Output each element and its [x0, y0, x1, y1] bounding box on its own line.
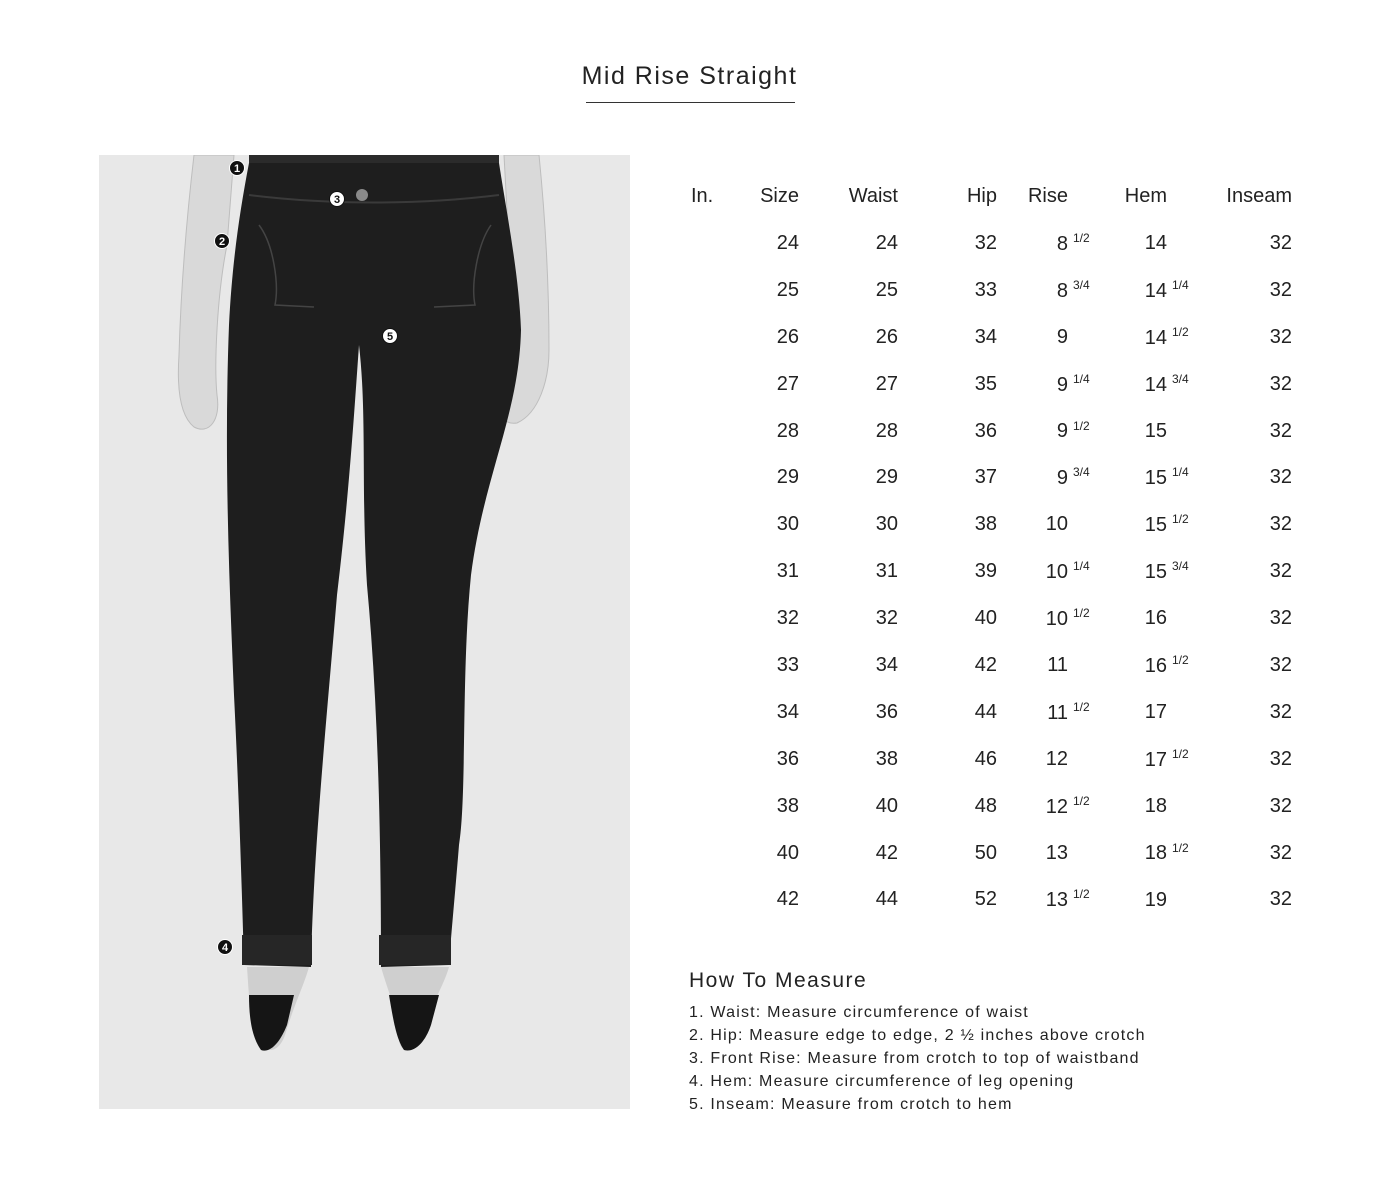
cell-hip: 33 — [974, 278, 997, 301]
cell-in — [680, 689, 746, 736]
cell-hip: 42 — [974, 653, 997, 676]
cell-in — [680, 783, 746, 830]
cell-waist: 25 — [875, 278, 898, 301]
cell-size: 30 — [776, 513, 799, 536]
header-inseam: Inseam — [1226, 184, 1292, 207]
rise-fraction: 1/2 — [1073, 418, 1090, 433]
cell-hem — [1095, 830, 1194, 877]
rise-fraction: 1/4 — [1073, 371, 1090, 386]
table-row — [680, 361, 1292, 408]
cell-waist: 30 — [875, 513, 898, 536]
rise-fraction: 3/4 — [1073, 277, 1090, 292]
cell-waist: 29 — [875, 466, 898, 489]
cell-waist: 26 — [875, 325, 898, 348]
cell-waist: 38 — [875, 747, 898, 770]
cell-inseam: 32 — [1269, 888, 1292, 911]
cell-hem — [1095, 548, 1194, 595]
cell-in — [680, 548, 746, 595]
rise-whole: 11 — [1047, 701, 1068, 724]
table-row — [680, 783, 1292, 830]
cell-size: 36 — [776, 747, 799, 770]
rise-whole: 13 — [1045, 889, 1068, 912]
cell-rise — [997, 783, 1095, 830]
rise-whole: 11 — [1047, 654, 1068, 677]
size-chart-table — [680, 172, 1292, 923]
instruction-front-rise: 3. Front Rise: Measure from crotch to top of waistband — [689, 1050, 1140, 1067]
cell-hip: 36 — [974, 419, 997, 442]
cell-hip: 40 — [974, 607, 997, 630]
cell-in — [680, 642, 746, 689]
hem-fraction: 1/4 — [1172, 465, 1189, 480]
table-row — [680, 595, 1292, 642]
cell-in — [680, 595, 746, 642]
hem-whole: 14 — [1144, 373, 1167, 396]
rise-whole: 10 — [1045, 608, 1068, 630]
table-row — [680, 220, 1292, 267]
rise-whole: 8 — [1056, 279, 1068, 302]
header-rise: Rise — [1027, 184, 1068, 207]
cell-hip: 52 — [974, 888, 997, 911]
cell-size: 34 — [776, 700, 799, 723]
table-row — [680, 267, 1292, 314]
rise-whole: 9 — [1056, 420, 1068, 443]
rise-fraction: 1/2 — [1073, 231, 1090, 245]
instruction-hem: 4. Hem: Measure circumference of leg opening — [689, 1073, 1075, 1090]
cell-waist: 40 — [875, 794, 898, 817]
cell-waist: 27 — [875, 372, 898, 395]
cell-inseam: 32 — [1269, 560, 1292, 583]
cell-rise — [997, 642, 1095, 689]
cell-in — [680, 314, 746, 361]
hem-whole: 17 — [1144, 748, 1167, 771]
header-size: Size — [760, 184, 799, 207]
cell-hip: 34 — [974, 325, 997, 348]
cell-size: 33 — [776, 653, 799, 676]
cell-rise — [997, 689, 1095, 736]
cell-rise — [997, 267, 1095, 314]
hem-fraction: 1/2 — [1172, 840, 1189, 855]
hem-fraction: 1/4 — [1172, 277, 1189, 292]
instruction-waist: 1. Waist: Measure circumference of waist — [689, 1004, 1029, 1021]
rise-whole: 12 — [1045, 747, 1068, 770]
cell-hem — [1095, 595, 1194, 642]
rise-whole: 10 — [1045, 513, 1068, 536]
cell-rise — [997, 595, 1095, 642]
table-row — [680, 736, 1292, 783]
cell-inseam: 32 — [1269, 278, 1292, 301]
hem-whole: 18 — [1144, 794, 1167, 817]
header-hem: Hem — [1124, 184, 1167, 207]
cell-hem — [1095, 408, 1194, 455]
hem-whole: 15 — [1144, 514, 1167, 537]
rise-whole: 9 — [1056, 373, 1068, 396]
cell-waist: 32 — [875, 607, 898, 630]
how-to-measure-title: How To Measure — [689, 969, 868, 992]
cell-rise — [997, 408, 1095, 455]
table-row — [680, 642, 1292, 689]
table-row — [680, 314, 1292, 361]
cell-hip: 35 — [974, 372, 997, 395]
cell-size: 31 — [776, 560, 799, 583]
rise-whole: 10 — [1045, 561, 1068, 584]
cell-inseam: 32 — [1269, 841, 1292, 864]
cell-hip: 46 — [974, 747, 997, 770]
cell-hem — [1095, 689, 1194, 736]
cell-rise — [997, 830, 1095, 877]
rise-fraction: 1/4 — [1073, 559, 1090, 574]
jeans-model-illustration — [99, 155, 630, 1109]
cell-rise — [997, 454, 1095, 501]
hem-whole: 16 — [1144, 607, 1167, 630]
hem-fraction: 1/2 — [1172, 512, 1189, 527]
cell-inseam: 32 — [1269, 466, 1292, 489]
cell-rise — [997, 736, 1095, 783]
cell-in — [680, 736, 746, 783]
cell-waist: 28 — [875, 419, 898, 442]
table-row — [680, 548, 1292, 595]
cell-waist: 44 — [875, 888, 898, 911]
cell-size: 40 — [776, 841, 799, 864]
hem-whole: 14 — [1144, 232, 1167, 255]
cell-inseam: 32 — [1269, 607, 1292, 630]
hem-fraction: 1/2 — [1172, 746, 1189, 761]
cell-size: 26 — [776, 325, 799, 348]
cell-waist: 34 — [875, 653, 898, 676]
hem-whole: 17 — [1144, 700, 1167, 723]
cell-inseam: 32 — [1269, 325, 1292, 348]
title-underline — [586, 102, 795, 103]
marker-5: 5 — [382, 328, 398, 344]
table-row — [680, 830, 1292, 877]
cell-size: 24 — [776, 231, 799, 254]
cell-inseam: 32 — [1269, 794, 1292, 817]
cell-inseam: 32 — [1269, 653, 1292, 676]
rise-fraction: 1/2 — [1073, 793, 1090, 808]
hem-whole: 15 — [1144, 467, 1167, 490]
cell-in — [680, 267, 746, 314]
cell-rise — [997, 220, 1095, 267]
cell-size: 27 — [776, 372, 799, 395]
cell-hip: 44 — [974, 700, 997, 723]
cell-in — [680, 220, 746, 267]
table-row — [680, 689, 1292, 736]
instruction-hip: 2. Hip: Measure edge to edge, 2 ½ inches above crotch — [689, 1027, 1146, 1044]
cell-inseam: 32 — [1269, 700, 1292, 723]
cell-hem — [1095, 220, 1194, 267]
header-hip: Hip — [966, 184, 997, 207]
cell-hem — [1095, 267, 1194, 314]
cell-rise — [997, 876, 1095, 923]
cell-size: 25 — [776, 278, 799, 301]
cell-hem — [1095, 501, 1194, 548]
cell-rise — [997, 548, 1095, 595]
hem-whole: 16 — [1144, 654, 1167, 677]
cell-waist: 36 — [875, 700, 898, 723]
model-photo — [99, 155, 630, 1109]
cell-in — [680, 408, 746, 455]
hem-whole: 14 — [1144, 326, 1167, 349]
table-row — [680, 501, 1292, 548]
table-row — [680, 408, 1292, 455]
cell-rise — [997, 361, 1095, 408]
how-to-measure-list — [689, 1003, 1146, 1118]
hem-fraction: 1/2 — [1172, 653, 1189, 668]
hem-whole: 14 — [1144, 279, 1167, 302]
cell-in — [680, 876, 746, 923]
cell-hem — [1095, 783, 1194, 830]
hem-whole: 15 — [1144, 419, 1167, 442]
cell-hem — [1095, 361, 1194, 408]
cell-hip: 32 — [974, 231, 997, 254]
cell-size: 29 — [776, 466, 799, 489]
hem-whole: 19 — [1144, 888, 1167, 911]
cell-hem — [1095, 642, 1194, 689]
cell-hip: 50 — [974, 841, 997, 864]
cell-inseam: 32 — [1269, 231, 1292, 254]
cell-size: 28 — [776, 419, 799, 442]
rise-whole: 13 — [1045, 841, 1068, 864]
cell-size: 38 — [776, 794, 799, 817]
rise-fraction: 1/2 — [1073, 887, 1090, 902]
header-in: In. — [691, 184, 714, 207]
cell-hip: 37 — [974, 466, 997, 489]
cell-inseam: 32 — [1269, 372, 1292, 395]
cell-rise — [997, 501, 1095, 548]
cell-in — [680, 454, 746, 501]
table-row — [680, 454, 1292, 501]
cell-hip: 38 — [974, 513, 997, 536]
rise-whole: 8 — [1056, 232, 1068, 255]
cell-waist: 24 — [875, 231, 898, 254]
cell-waist: 31 — [875, 560, 898, 583]
cell-in — [680, 830, 746, 877]
cell-hem — [1095, 454, 1194, 501]
table-header-row — [680, 172, 1292, 220]
hem-fraction: 1/2 — [1172, 324, 1189, 339]
marker-3: 3 — [329, 191, 345, 207]
table-row — [680, 876, 1292, 923]
cell-rise — [997, 314, 1095, 361]
rise-whole: 12 — [1045, 795, 1068, 818]
marker-1: 1 — [229, 160, 245, 176]
cell-in — [680, 361, 746, 408]
cell-inseam: 32 — [1269, 419, 1292, 442]
hem-fraction: 3/4 — [1172, 371, 1189, 386]
hem-fraction: 3/4 — [1172, 559, 1189, 574]
marker-4: 4 — [217, 939, 233, 955]
header-waist: Waist — [848, 184, 898, 207]
size-rows — [680, 220, 1292, 923]
cell-waist: 42 — [875, 841, 898, 864]
cell-hip: 39 — [974, 560, 997, 583]
cell-inseam: 32 — [1269, 747, 1292, 770]
cell-hem — [1095, 314, 1194, 361]
rise-whole: 9 — [1056, 325, 1068, 348]
cell-inseam: 32 — [1269, 513, 1292, 536]
cell-size: 42 — [776, 888, 799, 911]
rise-fraction: 3/4 — [1073, 465, 1090, 480]
hem-whole: 15 — [1144, 561, 1167, 584]
cell-in — [680, 501, 746, 548]
rise-fraction: 1/2 — [1073, 606, 1090, 621]
cell-hem — [1095, 736, 1194, 783]
cell-hem — [1095, 876, 1194, 923]
instruction-inseam: 5. Inseam: Measure from crotch to hem — [689, 1096, 1013, 1113]
cell-size: 32 — [776, 607, 799, 630]
cell-hip: 48 — [974, 794, 997, 817]
rise-fraction: 1/2 — [1073, 699, 1090, 714]
rise-whole: 9 — [1056, 467, 1068, 490]
marker-2: 2 — [214, 233, 230, 249]
hem-whole: 18 — [1144, 842, 1167, 865]
page-title: Mid Rise Straight — [581, 62, 798, 90]
